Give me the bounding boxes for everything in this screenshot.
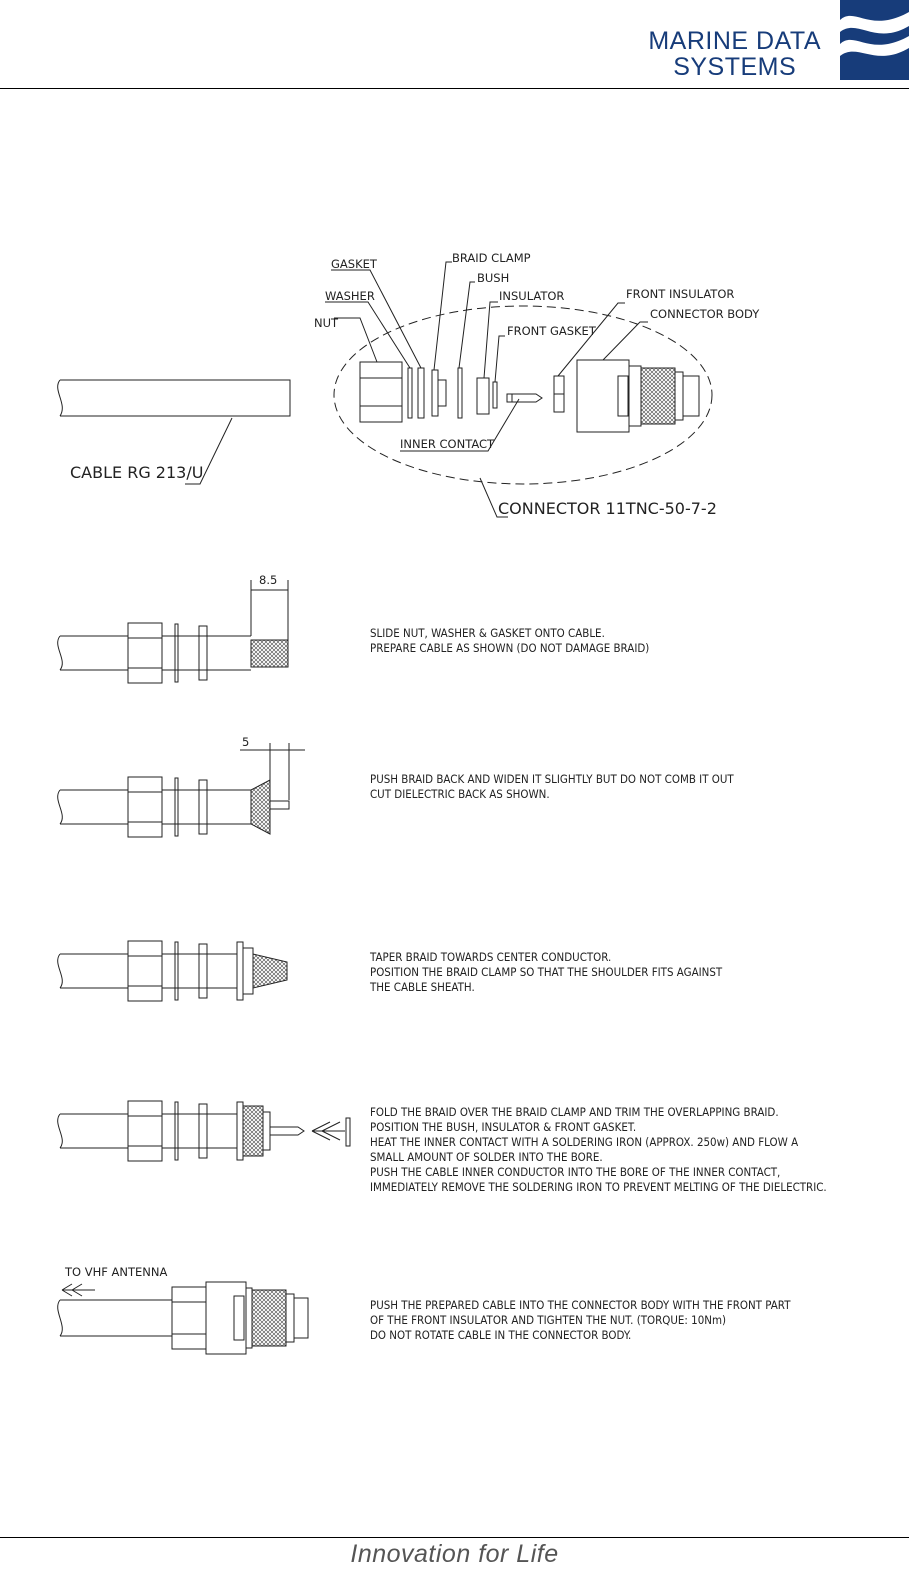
insulator-label: INSULATOR — [499, 289, 565, 303]
gasket-part — [418, 368, 424, 418]
step-3-instructions — [370, 950, 722, 995]
step-4-line-2: POSITION THE BUSH, INSULATOR & FRONT GASKET. — [370, 1121, 637, 1134]
connector-body-part — [577, 360, 699, 432]
step-4-instructions — [370, 1105, 827, 1195]
braid-clamp-part — [432, 370, 446, 416]
front-insulator-label: FRONT INSULATOR — [626, 287, 735, 301]
step-5-instructions — [370, 1298, 790, 1343]
washer-label: WASHER — [325, 289, 375, 303]
nut-part — [360, 362, 402, 422]
step-2-line-2: CUT DIELECTRIC BACK AS SHOWN. — [370, 788, 550, 801]
inner-contact-part — [507, 394, 542, 402]
washer-part — [408, 368, 412, 418]
step-3-drawing — [58, 941, 287, 1001]
gasket-label: GASKET — [331, 257, 377, 271]
step-3-line-1: TAPER BRAID TOWARDS CENTER CONDUCTOR. — [370, 951, 612, 964]
cable-label: CABLE RG 213/U — [70, 463, 204, 482]
brand-line-1: MARINE DATA — [648, 27, 821, 55]
front-gasket-label: FRONT GASKET — [507, 324, 596, 338]
step-1-drawing — [58, 580, 288, 683]
step-4-line-5: PUSH THE CABLE INNER CONDUCTOR INTO THE BORE OF THE INNER CONTACT, — [370, 1166, 781, 1179]
step-2-drawing — [58, 743, 305, 837]
front-gasket-part — [493, 382, 497, 408]
antenna-label: TO VHF ANTENNA — [65, 1265, 168, 1279]
front-insulator-part — [554, 376, 564, 412]
insulator-part — [477, 378, 489, 414]
braid-clamp-label: BRAID CLAMP — [452, 251, 531, 265]
step-5-line-1: PUSH THE PREPARED CABLE INTO THE CONNECTOR BODY WITH THE FRONT PART — [370, 1299, 791, 1312]
step-1-line-2: PREPARE CABLE AS SHOWN (DO NOT DAMAGE BRAID) — [370, 642, 650, 655]
step-1-instructions — [370, 626, 649, 656]
step-4-line-1: FOLD THE BRAID OVER THE BRAID CLAMP AND TRIM THE OVERLAPPING BRAID. — [370, 1106, 779, 1119]
step-5-line-2: OF THE FRONT INSULATOR AND TIGHTEN THE NUT. (TORQUE: 10Nm) — [370, 1314, 727, 1327]
connector-body-label: CONNECTOR BODY — [650, 307, 760, 321]
step-3-line-2: POSITION THE BRAID CLAMP SO THAT THE SHOULDER FITS AGAINST — [370, 966, 723, 979]
footer-tagline: Innovation for Life — [350, 1540, 559, 1568]
step-4-drawing — [58, 1101, 350, 1161]
step-2-line-1: PUSH BRAID BACK AND WIDEN IT SLIGHTLY BUT DO NOT COMB IT OUT — [370, 773, 734, 786]
step-2-dimension: 5 — [242, 735, 250, 749]
step-4-line-4: SMALL AMOUNT OF SOLDER INTO THE BORE. — [370, 1151, 603, 1164]
step-4-line-6: IMMEDIATELY REMOVE THE SOLDERING IRON TO PREVENT MELTING OF THE DIELECTRIC. — [370, 1181, 827, 1194]
step-4-line-3: HEAT THE INNER CONTACT WITH A SOLDERING IRON (APPROX. 250w) AND FLOW A — [370, 1136, 799, 1149]
step-2-instructions — [370, 772, 734, 802]
bush-label: BUSH — [477, 271, 510, 285]
footer-rule — [0, 1537, 909, 1538]
step-1-dimension: 8.5 — [259, 573, 278, 587]
step-1-line-1: SLIDE NUT, WASHER & GASKET ONTO CABLE. — [370, 627, 605, 640]
nut-label: NUT — [314, 316, 339, 330]
bush-part — [458, 368, 462, 418]
step-5-drawing — [58, 1282, 308, 1354]
step-3-line-3: THE CABLE SHEATH. — [370, 981, 475, 994]
brand-line-2: SYSTEMS — [673, 53, 797, 81]
inner-contact-label: INNER CONTACT — [400, 437, 495, 451]
step-5-line-3: DO NOT ROTATE CABLE IN THE CONNECTOR BODY. — [370, 1329, 632, 1342]
connector-label: CONNECTOR 11TNC-50-7-2 — [498, 499, 717, 518]
